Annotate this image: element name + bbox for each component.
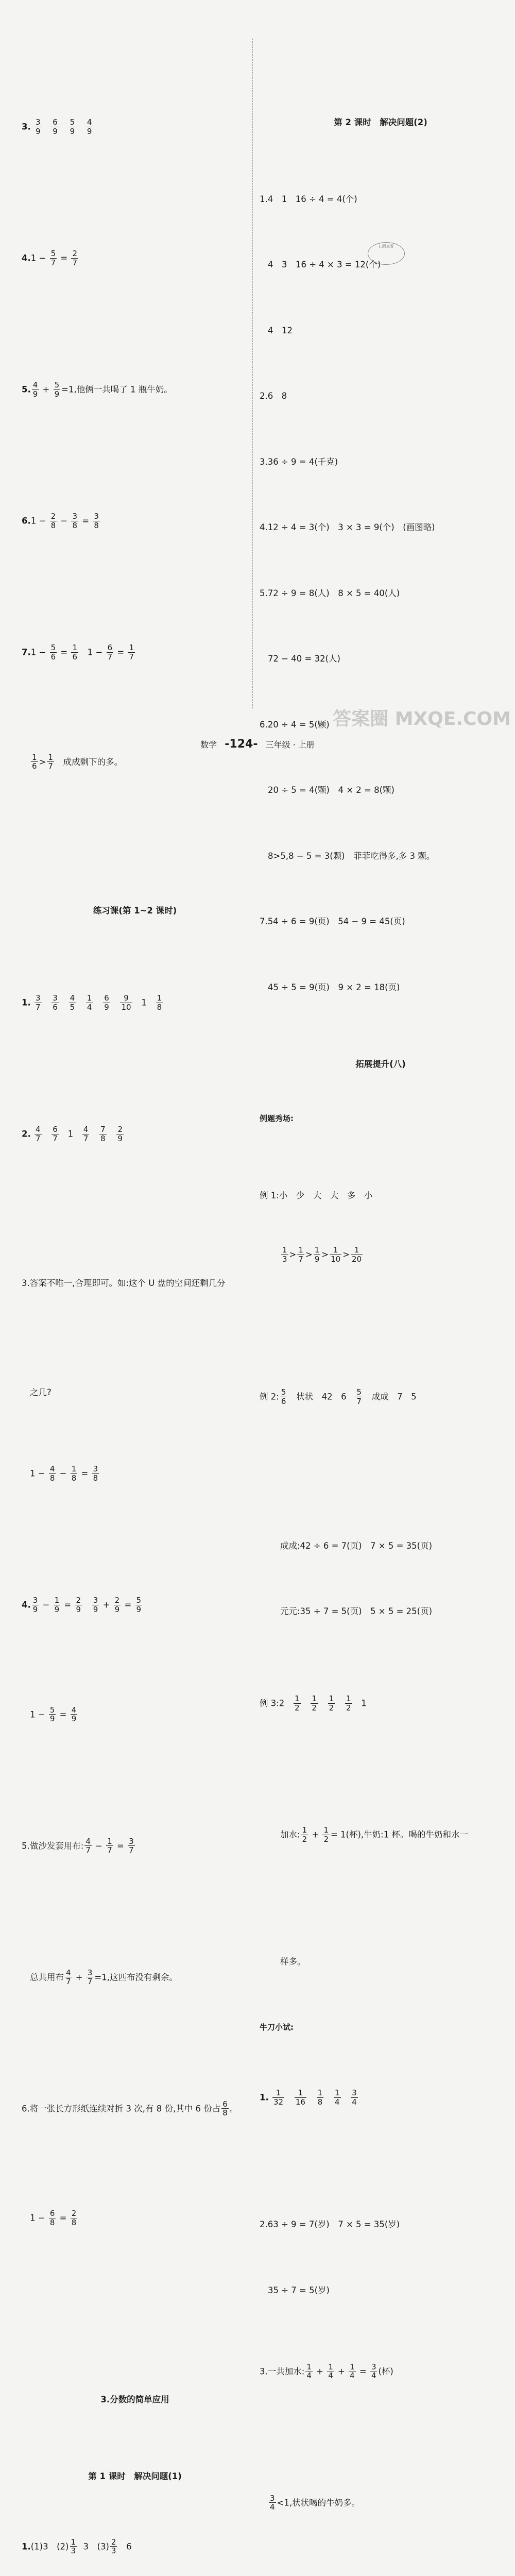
section-3-title: 3.分数的简单应用 xyxy=(100,2395,169,2405)
lesson1-q1: 1.(1)3 (2) $\frac{1}{3}$ 3 (3) $\frac{2}{3}$ 6 xyxy=(22,2537,132,2556)
practice-title: 练习课(第 1~2 课时) xyxy=(93,906,177,916)
answer-3: 3. $\frac{3}{9}$ $\frac{6}{9}$ $\frac{5}{9}$ $\frac{4}{9}$ xyxy=(22,117,92,136)
example-3-cont: 样多。 xyxy=(280,1957,306,1967)
r-answer-7b: 45 ÷ 5 = 9(页) 9 × 2 = 18(页) xyxy=(268,982,400,992)
practice-2: 2. $\frac{4}{7}$ $\frac{6}{7}$ 1 $\frac{4}{7}$ $\frac{7}{8}$ $\frac{2}{9}$ xyxy=(22,1125,123,1143)
practice-4-calc: 1 − $\frac{5}{9}$ = $\frac{4}{9}$ xyxy=(30,1705,77,1724)
r-answer-1a: 1.4 1 16 ÷ 4 = 4(个) xyxy=(260,194,357,204)
footer-subject: 数学 xyxy=(200,740,217,750)
page-footer xyxy=(0,738,515,751)
practice-5: 5.做沙发套用布: $\frac{4}{7}$ − $\frac{1}{7}$ = $\frac{3}{7}$ xyxy=(22,1836,134,1855)
qr-stamp: 扫码查看 xyxy=(368,242,405,265)
test-3: 3.一共加水: $\frac{1}{4}$ + $\frac{1}{4}$ + $\frac{1}{4}$ = $\frac{3}{4}$ (杯) xyxy=(260,2362,393,2381)
practice-3: 3.答案不唯一,合理即可。如:这个 U 盘的空间还剩几分 xyxy=(22,1278,226,1288)
extension-title: 拓展提升(八) xyxy=(355,1059,406,1069)
test-heading: 牛刀小试: xyxy=(260,2022,294,2032)
example-1-fracs: $\frac{1}{3}$ > $\frac{1}{7}$ > $\frac{1}{9}$ > $\frac{1}{10}$ > $\frac{1}{20}$ xyxy=(282,1245,362,1264)
answer-6: 6.1 − $\frac{2}{8}$ − $\frac{3}{8}$ = $\frac{3}{8}$ xyxy=(22,512,99,530)
test-2a: 2.63 ÷ 9 = 7(岁) 7 × 5 = 35(岁) xyxy=(260,2219,400,2230)
example-heading: 例题秀场: xyxy=(260,1113,294,1123)
r-answer-6c: 8>5,8 − 5 = 3(颗) 菲菲吃得多,多 3 颗。 xyxy=(268,851,435,861)
example-2-l2: 成成:42 ÷ 6 = 7(页) 7 × 5 = 35(页) xyxy=(280,1540,433,1551)
practice-3-calc: 1 − $\frac{4}{8}$ − $\frac{1}{8}$ = $\frac{3}{8}$ xyxy=(30,1464,98,1483)
r-answer-6a: 6.20 ÷ 4 = 5(颗) xyxy=(260,719,330,730)
test-3-compare: $\frac{3}{4}$ <1,状状喝的牛奶多。 xyxy=(270,2493,360,2512)
column-divider xyxy=(252,39,253,708)
answer-7-compare: $\frac{1}{6}$ > $\frac{1}{7}$ 成成剩下的多。 xyxy=(32,752,123,771)
example-1: 例 1:小 少 大 大 多 小 xyxy=(260,1190,373,1200)
practice-3-cont: 之几? xyxy=(30,1387,52,1398)
practice-4: 4. $\frac{3}{9}$ − $\frac{1}{9}$ = $\frac{2}{9}$ $\frac{3}{9}$ + $\frac{2}{9}$ = $\frac{5}{9}$ xyxy=(22,1596,142,1614)
example-3: 例 3:2 $\frac{1}{2}$ $\frac{1}{2}$ $\frac{1}{2}$ $\frac{1}{2}$ 1 xyxy=(260,1694,367,1713)
r-answer-6b: 20 ÷ 5 = 4(颗) 4 × 2 = 8(颗) xyxy=(268,785,394,795)
practice-5-total: 总共用布 $\frac{4}{7}$ + $\frac{3}{7}$ =1,这匹布没有剩余。 xyxy=(30,1968,178,1987)
answer-4: 4.1 − $\frac{5}{7}$ = $\frac{2}{7}$ xyxy=(22,249,77,267)
test-1: 1. $\frac{1}{32}$ $\frac{1}{16}$ $\frac{1}{8}$ $\frac{1}{4}$ $\frac{3}{4}$ xyxy=(260,2088,357,2107)
r-answer-5b: 72 − 40 = 32(人) xyxy=(268,654,340,664)
example-3-water: 加水: $\frac{1}{2}$ + $\frac{1}{2}$ = 1(杯),牛奶:1 杯。喝的牛奶和水一 xyxy=(280,1825,468,1844)
practice-1: 1. $\frac{3}{7}$ $\frac{3}{6}$ $\frac{4}{5}$ $\frac{1}{4}$ $\frac{6}{9}$ $\frac{9}{10}$ 1 $\frac{1}{8}$ xyxy=(22,993,162,1012)
example-2-l3: 元元:35 ÷ 7 = 5(页) 5 × 5 = 25(页) xyxy=(280,1606,433,1617)
r-answer-7a: 7.54 ÷ 6 = 9(页) 54 − 9 = 45(页) xyxy=(260,917,405,927)
page-number: -124- xyxy=(225,738,258,751)
r-answer-5a: 5.72 ÷ 9 = 8(人) 8 × 5 = 40(人) xyxy=(260,588,400,598)
r-answer-4: 4.12 ÷ 4 = 3(个) 3 × 3 = 9(个) (画图略) xyxy=(260,522,435,533)
practice-6: 6.将一张长方形纸连续对折 3 次,有 8 份,其中 6 份占 $\frac{6}{8}$ 。 xyxy=(22,2099,238,2118)
r-answer-1b: 4 3 16 ÷ 4 × 3 = 12(个) xyxy=(268,260,381,270)
practice-6-calc: 1 − $\frac{6}{8}$ = $\frac{2}{8}$ xyxy=(30,2209,77,2227)
test-2b: 35 ÷ 7 = 5(岁) xyxy=(268,2285,330,2295)
lesson-1-title: 第 1 课时 解决问题(1) xyxy=(88,2471,182,2482)
example-2: 例 2: $\frac{5}{6}$ 状状 42 6 $\frac{5}{7}$ 成成 7 5 xyxy=(260,1387,417,1406)
answer-7: 7.1 − $\frac{5}{6}$ = $\frac{1}{6}$ 1 − $\frac{6}{7}$ = $\frac{1}{7}$ xyxy=(22,643,134,662)
r-answer-2: 2.6 8 xyxy=(260,391,287,401)
answer-5: 5. $\frac{4}{9}$ + $\frac{5}{9}$ =1,他俩一共喝了 1 瓶牛奶。 xyxy=(22,380,173,399)
watermark-logo: 答案圈 MXQE.COM xyxy=(333,708,511,730)
r-answer-1c: 4 12 xyxy=(268,325,293,335)
footer-grade: 三年级 · 上册 xyxy=(265,740,315,750)
r-answer-3: 3.36 ÷ 9 = 4(千克) xyxy=(260,456,338,467)
lesson-2-title: 第 2 课时 解决问题(2) xyxy=(334,117,427,128)
